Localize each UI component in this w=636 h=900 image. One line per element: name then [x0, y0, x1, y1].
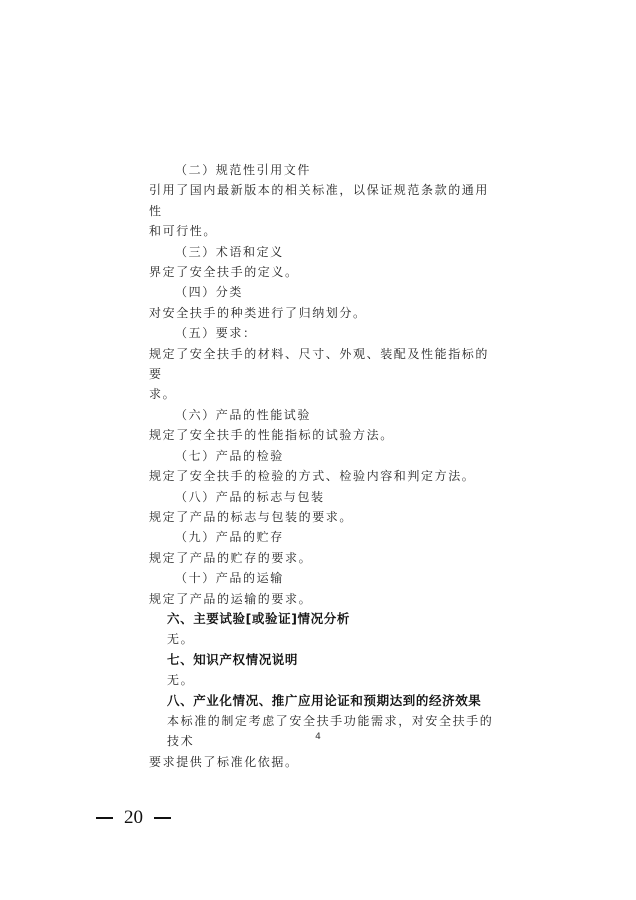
- subsection-heading: （八）产品的标志与包装: [175, 489, 325, 504]
- paragraph-text: 规定了安全扶手的检验的方式、检验内容和判定方法。: [149, 469, 476, 484]
- paragraph-text: 无。: [167, 673, 195, 688]
- footer-page-number-text: 20: [124, 807, 143, 828]
- paragraph-text: 规定了产品的标志与包装的要求。: [149, 509, 354, 524]
- footer-dash-left: [96, 817, 113, 818]
- subsection-heading: （六）产品的性能试验: [175, 407, 312, 422]
- paragraph-text: 和可行性。: [149, 224, 218, 239]
- document-body: [149, 160, 494, 772]
- section-heading: 八、产业化情况、推广应用论证和预期达到的经济效果: [167, 692, 482, 708]
- subsection-heading: （三）术语和定义: [175, 244, 284, 259]
- subsection-heading: （九）产品的贮存: [175, 530, 284, 545]
- paragraph-text: 对安全扶手的种类进行了归纳划分。: [149, 305, 367, 320]
- paragraph-text: 本标准的制定考虑了安全扶手功能需求，对安全扶手的技术: [167, 713, 494, 749]
- paragraph-text: 求。: [149, 387, 177, 402]
- paragraph-text: 规定了产品的运输的要求。: [149, 591, 313, 606]
- subsection-heading: （四）分类: [175, 285, 244, 300]
- section-heading: 七、知识产权情况说明: [167, 651, 299, 667]
- subsection-heading: （十）产品的运输: [175, 571, 284, 586]
- paragraph-text: 引用了国内最新版本的相关标准，以保证规范条款的通用性: [149, 183, 490, 218]
- paragraph-text: 要求提供了标准化依据。: [149, 754, 299, 769]
- paragraph-text: 界定了安全扶手的定义。: [149, 265, 299, 280]
- paragraph-text: 规定了产品的贮存的要求。: [149, 550, 313, 565]
- subsection-heading: （二）规范性引用文件: [175, 163, 312, 177]
- footer-dash-right: [154, 817, 171, 818]
- footer-page-number: [96, 807, 171, 829]
- inner-page-number: 4: [315, 732, 321, 742]
- paragraph-text: 规定了安全扶手的材料、尺寸、外观、装配及性能指标的要: [149, 346, 490, 382]
- subsection-heading: （七）产品的检验: [175, 448, 284, 463]
- section-heading: 六、主要试验[或验证]情况分析: [167, 610, 350, 626]
- subsection-heading: （五）要求：: [175, 326, 257, 341]
- paragraph-text: 无。: [167, 632, 195, 647]
- paragraph-text: 规定了安全扶手的性能指标的试验方法。: [149, 428, 394, 443]
